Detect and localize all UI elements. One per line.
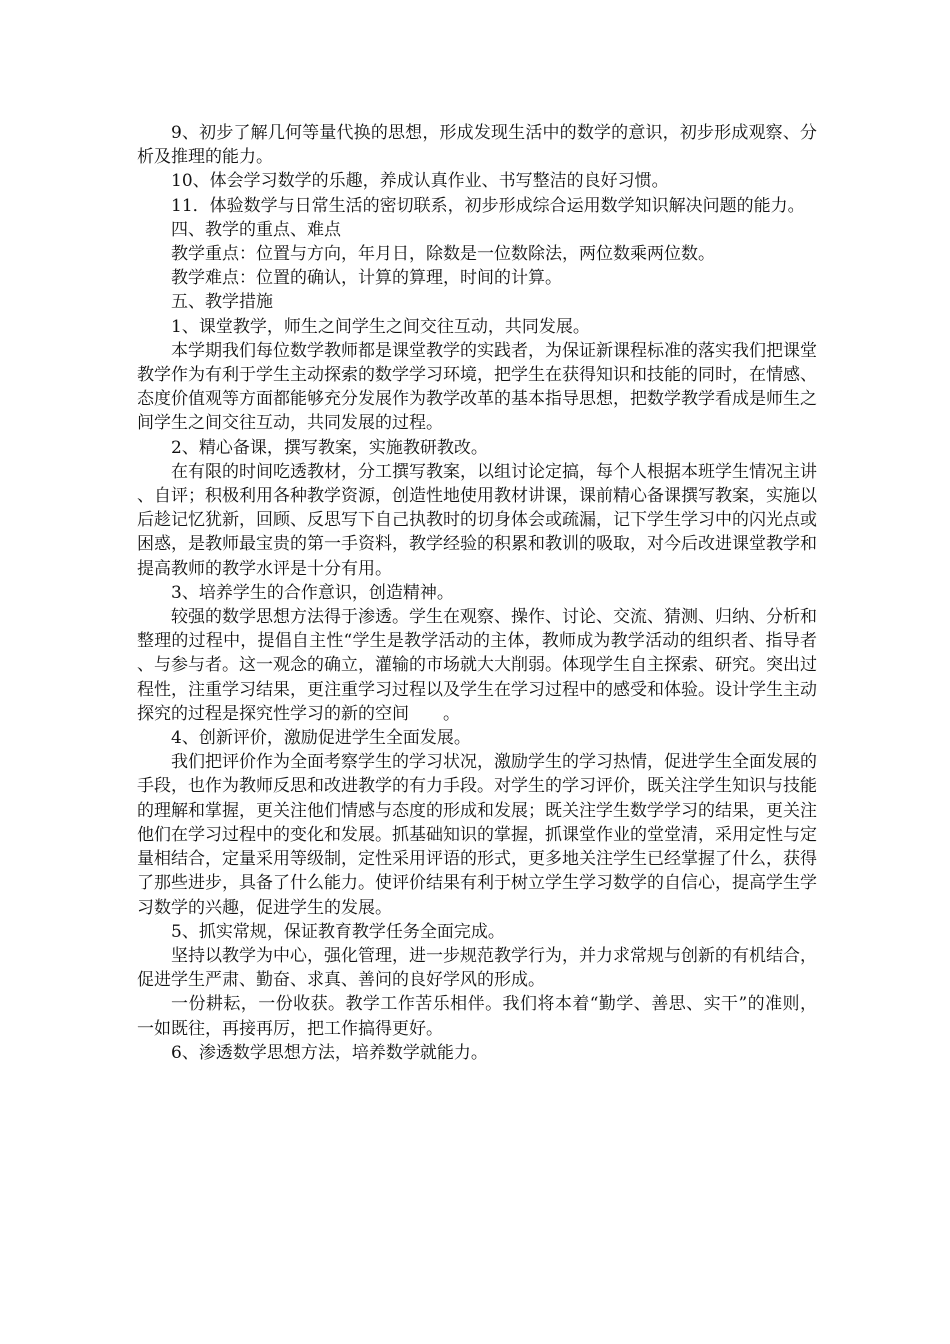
measure-body-1: 本学期我们每位数学教师都是课堂教学的实践者，为保证新课程标准的落实我们把课堂教学作为有利于学生主动探索的数学学习环境，把学生在获得知识和技能的同时，在情感、态度价值观等方面都能够充分发展作为教学改革的基本指导思想，把数学教学看成是师生之间学生之间交往互动，共同发展的过程。 [137,340,817,434]
measure-heading-1: 1、课堂教学，师生之间学生之间交往互动，共同发展。 [171,316,590,337]
measure-heading-3: 3、培养学生的合作意识，创造精神。 [171,582,454,603]
measure-body-4: 我们把评价作为全面考察学生的学习状况，激励学生的学习热情，促进学生全面发展的手段，也作为教师反思和改进教学的有力手段。对学生的学习评价，既关注学生知识与技能的理解和掌握，更关注他们情感与态度的形成和发展；既关注学生数学学习的结果，更关注他们在学习过程中的变化和发展。抓基础知识的掌握，抓课堂作业的堂堂清，采用定性与定量相结合，定量采用等级制，定性采用评语的形式，更多地关注学生已经掌握了什么，获得了那些进步，具备了什么能力。使评价结果有利于树立学生学习数学的自信心，提高学生学习数学的兴趣，促进学生的发展。 [137,752,817,918]
measure-heading-6: 6、渗透数学思想方法，培养数学就能力。 [171,1042,488,1063]
measure-body-5a: 坚持以教学为中心，强化管理，进一步规范教学行为，并力求常规与创新的有机结合，促进学生严肃、勤奋、求真、善问的良好学风的形成。 [137,945,817,991]
paragraph-key-points: 教学重点：位置与方向，年月日，除数是一位数除法，两位数乘两位数。 [171,244,715,265]
paragraph-objective-10: 10、体会学习数学的乐趣，养成认真作业、书写整洁的良好习惯。 [171,171,669,192]
measure-body-2: 在有限的时间吃透教材，分工撰写教案，以组讨论定搞，每个人根据本班学生情况主讲、自评；积极利用各种教学资源，创造性地使用教材讲课，课前精心备课撰写教案，实施以后趁记忆犹新，回顾、反思写下自己执教时的切身体会或疏漏，记下学生学习中的闪光点或困惑，是教师最宝贵的第一手资料，教学经验的积累和教训的吸取，对今后改进课堂教学和提高教师的教学水评是十分有用。 [137,461,817,579]
measure-body-3: 较强的数学思想方法得于渗透。学生在观察、操作、讨论、交流、猜测、归纳、分析和整理的过程中，提倡自主性“学生是教学活动的主体，教师成为教学活动的组织者、指导者、与参与者。这一观念的确立，灌输的市场就大大削弱。体现学生自主探索、研究。突出过程性，注重学习结果，更注重学习过程以及学生在学习过程中的感受和体验。设计学生主动探究的过程是探究性学习的新的空间 。 [137,607,817,724]
paragraph-objective-11: 11．体验数学与日常生活的密切联系，初步形成综合运用数学知识解决问题的能力。 [171,195,805,216]
paragraph-difficult-points: 教学难点：位置的确认，计算的算理，时间的计算。 [171,268,562,289]
measure-heading-2: 2、精心备课，撰写教案，实施教研教改。 [171,437,488,458]
measure-body-5b: 一份耕耘，一份收获。教学工作苦乐相伴。我们将本着“勤学、善思、实干”的准则，一如既往，再接再厉，把工作搞得更好。 [137,994,817,1039]
paragraph-objective-9: 9、初步了解几何等量代换的思想，形成发现生活中的数学的意识，初步形成观察、分析及推理的能力。 [137,123,817,168]
section-heading-measures: 五、教学措施 [171,292,273,313]
document-page [137,121,817,1065]
measure-heading-5: 5、抓实常规，保证教育教学任务全面完成。 [171,921,505,942]
section-heading-key-points: 四、教学的重点、难点 [171,219,341,240]
measure-heading-4: 4、创新评价，激励促进学生全面发展。 [171,728,471,749]
